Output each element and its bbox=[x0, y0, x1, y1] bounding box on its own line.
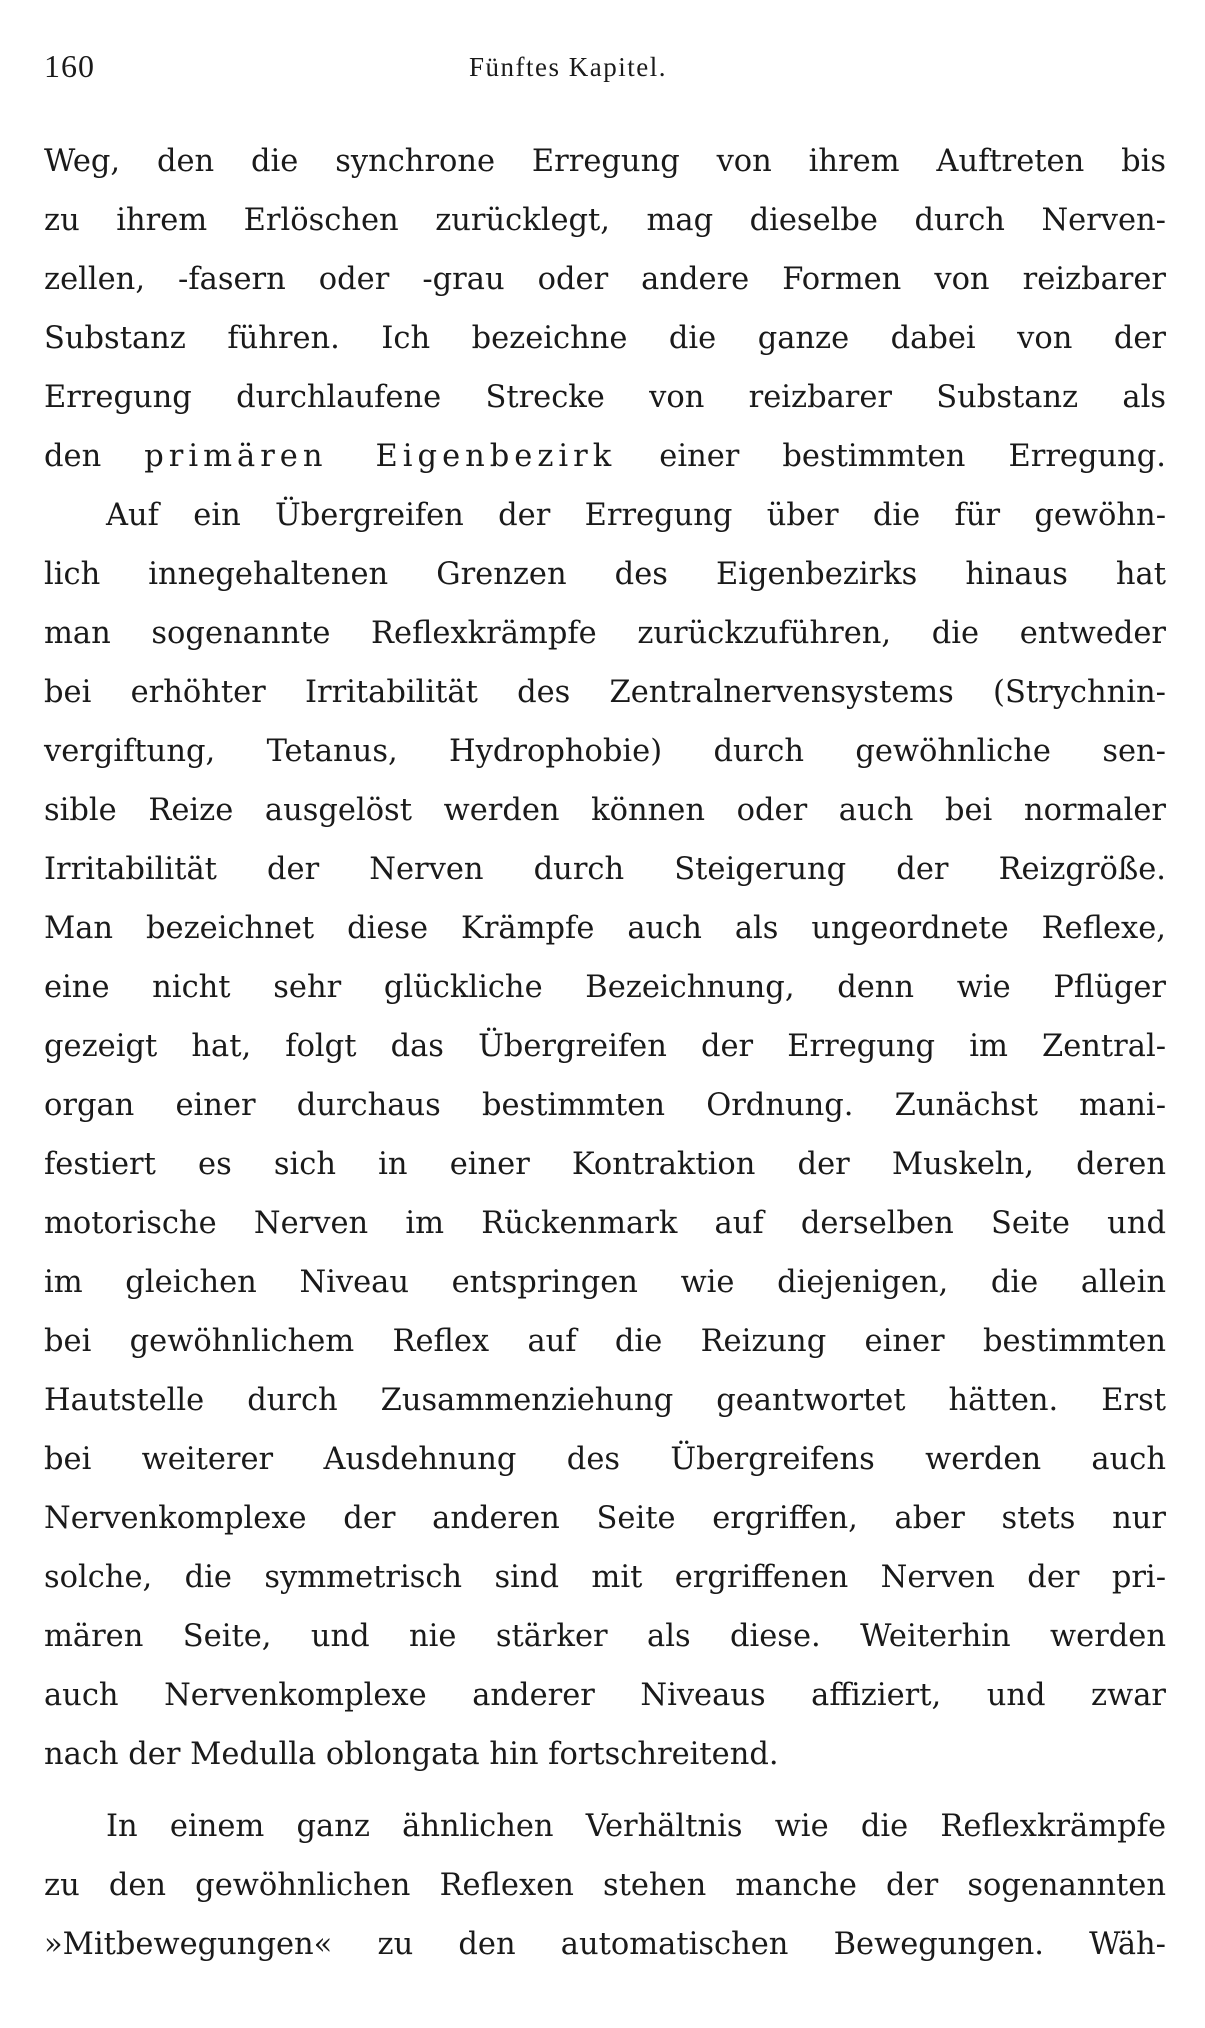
running-head bbox=[44, 48, 1164, 88]
text-line: eine nicht sehr glückliche Bezeichnung, denn wie Pflüger bbox=[44, 970, 1166, 1005]
paragraph-1 bbox=[44, 132, 1166, 486]
text-line: motorische Nerven im Rückenmark auf derselben Seite und bbox=[44, 1206, 1166, 1241]
text-line: Irritabilität der Nerven durch Steigerung der Reizgröße. bbox=[44, 852, 1166, 887]
text-line: Man bezeichnet diese Krämpfe auch als ungeordnete Reflexe, bbox=[44, 911, 1166, 946]
chapter-title: Fünftes Kapitel. bbox=[469, 52, 667, 82]
text-line-with-emphasis bbox=[44, 427, 1166, 486]
text-line: zellen, -fasern oder -grau oder andere Formen von reizbarer bbox=[44, 262, 1166, 297]
paragraph-3 bbox=[44, 1797, 1166, 1974]
text-line: man sogenannte Reflexkrämpfe zurückzuführen, die entweder bbox=[44, 616, 1166, 651]
text-line: bei erhöhter Irritabilität des Zentralnervensystems (Strychnin- bbox=[44, 675, 1166, 710]
text-line: gezeigt hat, folgt das Übergreifen der Erregung im Zentral- bbox=[44, 1029, 1166, 1064]
text-line: Hautstelle durch Zusammenziehung geantwortet hätten. Erst bbox=[44, 1383, 1166, 1418]
text-line: »Mitbewegungen« zu den automatischen Bewegungen. Wäh- bbox=[44, 1927, 1166, 1962]
text-line: organ einer durchaus bestimmten Ordnung. Zunächst mani- bbox=[44, 1088, 1166, 1123]
text-line: In einem ganz ähnlichen Verhältnis wie die Reflexkrämpfe bbox=[106, 1809, 1166, 1844]
text-line: sible Reize ausgelöst werden können oder auch bei normaler bbox=[44, 793, 1166, 828]
text-segment: einer bestimmten Erregung. bbox=[659, 439, 1166, 474]
text-line: festiert es sich in einer Kontraktion der Muskeln, deren bbox=[44, 1147, 1166, 1182]
paragraph-gap bbox=[44, 1784, 1166, 1797]
text-line: nach der Medulla oblongata hin fortschreitend. bbox=[44, 1737, 779, 1772]
text-line: Weg, den die synchrone Erregung von ihrem Auftreten bis bbox=[44, 144, 1166, 179]
text-line: Nervenkomplexe der anderen Seite ergriffen, aber stets nur bbox=[44, 1501, 1166, 1536]
page-number: 160 bbox=[44, 48, 95, 84]
text-segment: den bbox=[44, 439, 102, 474]
text-line: Erregung durchlaufene Strecke von reizbarer Substanz als bbox=[44, 380, 1166, 415]
text-line: Auf ein Übergreifen der Erregung über die für gewöhn- bbox=[106, 498, 1166, 533]
text-line: zu den gewöhnlichen Reflexen stehen manche der sogenannten bbox=[44, 1868, 1166, 1903]
text-line: bei weiterer Ausdehnung des Übergreifens werden auch bbox=[44, 1442, 1166, 1477]
body-text bbox=[44, 132, 1166, 1974]
text-line: Substanz führen. Ich bezeichne die ganze dabei von der bbox=[44, 321, 1166, 356]
text-line: auch Nervenkomplexe anderer Niveaus affiziert, und zwar bbox=[44, 1678, 1166, 1713]
text-line: bei gewöhnlichem Reflex auf die Reizung einer bestimmten bbox=[44, 1324, 1166, 1359]
text-line: lich innegehaltenen Grenzen des Eigenbezirks hinaus hat bbox=[44, 557, 1166, 592]
text-line: vergiftung, Tetanus, Hydrophobie) durch gewöhnliche sen- bbox=[44, 734, 1166, 769]
text-line: zu ihrem Erlöschen zurücklegt, mag dieselbe durch Nerven- bbox=[44, 203, 1166, 238]
text-line: mären Seite, und nie stärker als diese. Weiterhin werden bbox=[44, 1619, 1166, 1654]
paragraph-2 bbox=[44, 486, 1166, 1784]
emphasized-term: primären Eigenbezirk bbox=[144, 439, 617, 474]
text-line: im gleichen Niveau entspringen wie diejenigen, die allein bbox=[44, 1265, 1166, 1300]
text-line: solche, die symmetrisch sind mit ergriffenen Nerven der pri- bbox=[44, 1560, 1166, 1595]
